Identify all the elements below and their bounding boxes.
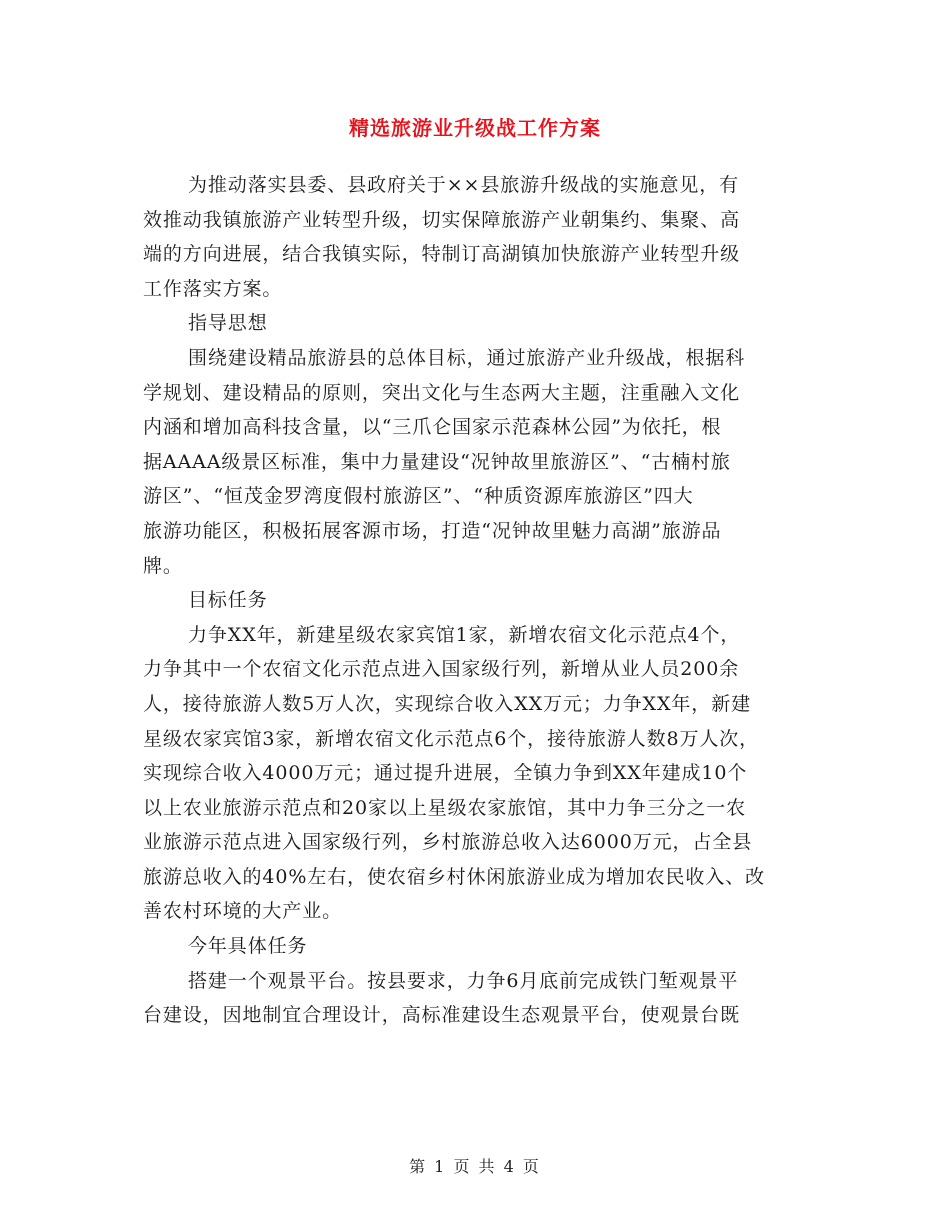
paragraph-line: 以上农业旅游示范点和20家以上星级农家旅馆，其中力争三分之一农 <box>143 796 747 819</box>
paragraph-line: 善农村环境的大产业。 <box>143 900 343 923</box>
paragraph-line: 工作落实方案。 <box>143 277 283 300</box>
paragraph-line: 力争其中一个农宿文化示范点进入国家级行列，新增从业人员200余 <box>143 658 740 681</box>
paragraph-line: 旅游总收入的40%左右，使农宿乡村休闲旅游业成为增加农民收入、改 <box>143 865 766 888</box>
paragraph-line: 端的方向进展，结合我镇实际，特制订高湖镇加快旅游产业转型升级 <box>143 243 741 266</box>
paragraph-line: 游区”、“恒茂金罗湾度假村旅游区”、“种质资源库旅游区”四大 <box>143 485 694 508</box>
paragraph-line: 效推动我镇旅游产业转型升级，切实保障旅游产业朝集约、集聚、高 <box>143 208 741 231</box>
paragraph-line: 搭建一个观景平台。按县要求，力争6月底前完成铁门堑观景平 <box>188 969 739 992</box>
paragraph-line: 人，接待旅游人数5万人次，实现综合收入XX万元；力争XX年，新建 <box>143 692 751 715</box>
paragraph-line: 围绕建设精品旅游县的总体目标，通过旅游产业升级战，根据科 <box>188 346 746 369</box>
page-footer: 第 1 页 共 4 页 <box>409 1157 541 1176</box>
paragraph-line: 业旅游示范点进入国家级行列，乡村旅游总收入达6000万元，占全县 <box>143 831 753 854</box>
paragraph-line: 力争XX年，新建星级农家宾馆1家，新增农宿文化示范点4个， <box>188 623 741 646</box>
paragraph-line: 据AAAA级景区标准，集中力量建设“况钟故里旅游区”、“古楠村旅 <box>143 450 731 473</box>
paragraph-line: 实现综合收入4000万元；通过提升进展，全镇力争到XX年建成10个 <box>143 762 748 785</box>
paragraph-line: 星级农家宾馆3家，新增农宿文化示范点6个，接待旅游人数8万人次， <box>143 727 760 750</box>
paragraph-line: 内涵和增加高科技含量，以“三爪仑国家示范森林公园”为依托，根 <box>143 416 722 439</box>
section-heading: 今年具体任务 <box>188 935 308 958</box>
paragraph-line: 牌。 <box>143 554 183 577</box>
paragraph-line: 旅游功能区，积极拓展客源市场，打造“况钟故里魅力高湖”旅游品 <box>143 519 722 542</box>
paragraph-line: 学规划、建设精品的原则，突出文化与生态两大主题，注重融入文化 <box>143 381 741 404</box>
document-title: 精选旅游业升级战工作方案 <box>349 116 601 140</box>
section-heading: 指导思想 <box>188 312 268 335</box>
paragraph-line: 台建设，因地制宜合理设计，高标准建设生态观景平台，使观景台既 <box>143 1004 741 1027</box>
document-body <box>143 168 813 1033</box>
paragraph-line: 为推动落实县委、县政府关于××县旅游升级战的实施意见，有 <box>188 174 740 196</box>
section-heading: 目标任务 <box>188 589 268 612</box>
